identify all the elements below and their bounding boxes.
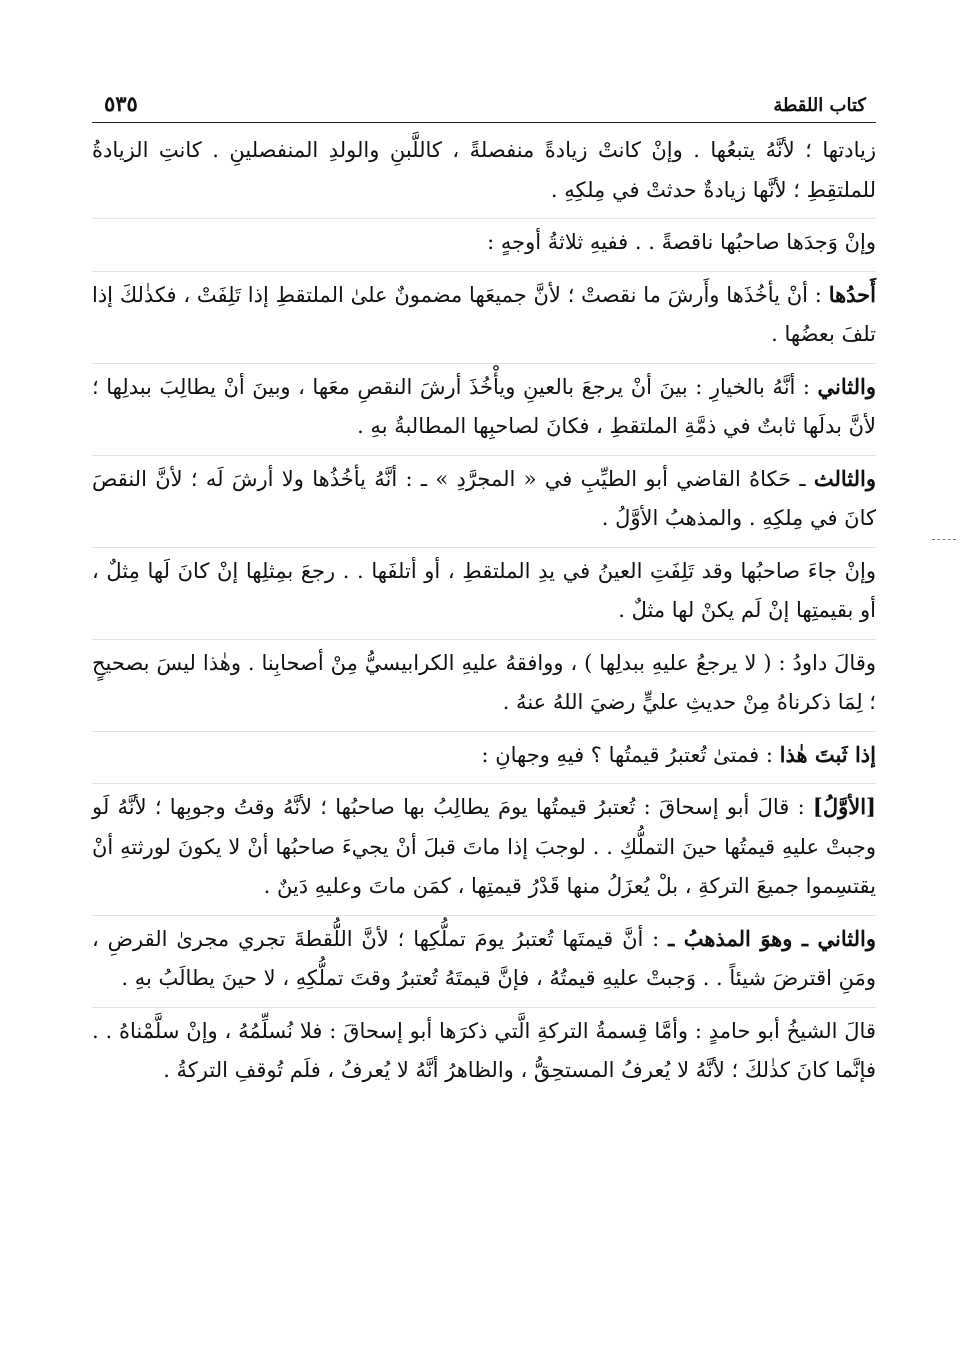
- paragraph-text: : فمتىٰ تُعتبرُ قيمتُها ؟ فيهِ وجهانِ :: [481, 742, 780, 767]
- paragraph: [92, 732, 876, 785]
- book-title: كتاب اللقطة: [773, 95, 866, 116]
- paragraph-text: : أنْ يأخُذَها وأَرشَ ما نقصتْ ؛ لأنَّ جميعَها مضمونٌ علىٰ الملتقطِ إذا تَلِفَتْ ، فكذٰلكَ إذا تلفَ بعضُها .: [92, 282, 876, 346]
- paragraph-text: ـ حَكاهُ القاضي أبو الطيِّبِ في « المجرَّدِ » ـ : أنَّهُ يأخُذُها ولا أرشَ لَه ؛ لأنَّ النقصَ كانَ في مِلكِهِ . والمذهبُ الأوَّلُ .: [92, 466, 876, 530]
- paragraph-text: وإنْ جاءَ صاحبُها وقد تَلِفَتِ العينُ في يدِ الملتقطِ ، أو أتلفَها . . رجعَ بمِثلِها إنْ كانَ لَها مِثلٌ ، أو بقيمتِها إنْ لَم يكنْ لها مثلٌ .: [92, 558, 876, 622]
- paragraph-text: : أنَّهُ بالخيارِ : بينَ أنْ يرجعَ بالعينِ ويأْخُذَ أرشَ النقصِ معَها ، وبينَ أنْ يطالِبَ ببدلِها ؛ لأنَّ بدلَها ثابتٌ في ذمَّةِ الملتقطِ ، فكانَ لصاحبِها المطالبةُ بهِ .: [92, 374, 876, 438]
- paragraph-text: : قالَ أبو إسحاقَ : تُعتبرُ قيمتُها يومَ يطالِبُ بها صاحبُها ؛ لأنَّهُ وقتُ وجوبِها ؛ لأنَّهُ لَو وجبتْ عليهِ قيمتُها حينَ التملُّكِ . . لوجبَ إذا ماتَ قبلَ أنْ يجيءَ صاحبُها أنْ لا يكونَ لورثتهِ أنْ يقتسِموا جميعَ التركةِ ، بلْ يُعزَلُ منها قَدْرُ قيمتِها ، كمَن ماتَ وعليهِ دَينٌ .: [92, 795, 876, 898]
- paragraph-lead: أَحدُها: [828, 281, 876, 307]
- paragraph-text: وقالَ داودُ : ( لا يرجعُ عليهِ ببدلِها ) ، ووافقهُ عليهِ الكرابيسيُّ مِنْ أصحابِنا . وهٰذا ليسَ بصحيحٍ ؛ لِمَا ذكرناهُ مِنْ حديثِ عليٍّ رضيَ اللهُ عنهُ .: [92, 650, 876, 714]
- paragraph: [92, 219, 876, 272]
- page-header: [92, 86, 876, 123]
- paragraph: [92, 364, 876, 456]
- paragraph-text: وإنْ وَجدَها صاحبُها ناقصةً . . ففيهِ ثلاثةُ أوجهٍ :: [487, 230, 876, 254]
- paragraph-lead: والثاني ـ وهوَ المذهبُ ـ: [668, 925, 876, 951]
- page-number: ٥٣٥: [104, 91, 138, 116]
- page-body: [92, 127, 876, 1099]
- paragraph: [92, 456, 876, 548]
- paragraph: [92, 784, 876, 916]
- paragraph: [92, 640, 876, 732]
- paragraph: [92, 916, 876, 1008]
- paragraph: [92, 127, 876, 219]
- paragraph-lead: [الأوَّلُ]: [812, 794, 876, 819]
- margin-mark: [932, 539, 956, 540]
- paragraph-text: قالَ الشيخُ أبو حامدٍ : وأمَّا قِسمةُ التركةِ الَّتي ذكرَها أبو إسحاقَ : فلا نُسلِّمُهُ ، وإنْ سلَّمْناهُ . . فإنَّما كانَ كذٰلكَ ؛ لأنَّهُ لا يُعرفُ المستحِقُّ ، والظاهرُ أنَّهُ لا يُعرفُ ، فلَم تُوقفِ التركةُ .: [92, 1018, 876, 1082]
- paragraph-lead: إذا ثَبتَ هٰذا: [779, 741, 876, 767]
- paragraph: [92, 272, 876, 364]
- paragraph: [92, 1008, 876, 1099]
- paragraph-text: : أنَّ قيمتَها تُعتبرُ يومَ تملُّكِها ؛ لأنَّ اللُّقطةَ تجري مجرىٰ القرضِ ، ومَنِ اقترضَ شيئاً . . وَجبتْ عليهِ قيمتُهُ ، فإنَّ قيمتَهُ تُعتبرُ وقتَ تملُّكِهِ ، لا حينَ يطالَبُ بهِ .: [92, 926, 876, 990]
- paragraph-lead: والثاني: [817, 373, 876, 399]
- paragraph-text: زيادتها ؛ لأنَّهُ يتبعُها . وإنْ كانتْ زيادةً منفصلةً ، كاللَّبنِ والولدِ المنفصلينِ . كانتِ الزيادةُ للملتقِطِ ؛ لأنَّها زيادةٌ حدثتْ في مِلكِهِ .: [92, 138, 876, 202]
- book-page: [92, 86, 876, 1099]
- paragraph: [92, 548, 876, 640]
- paragraph-lead: والثالث: [813, 465, 876, 491]
